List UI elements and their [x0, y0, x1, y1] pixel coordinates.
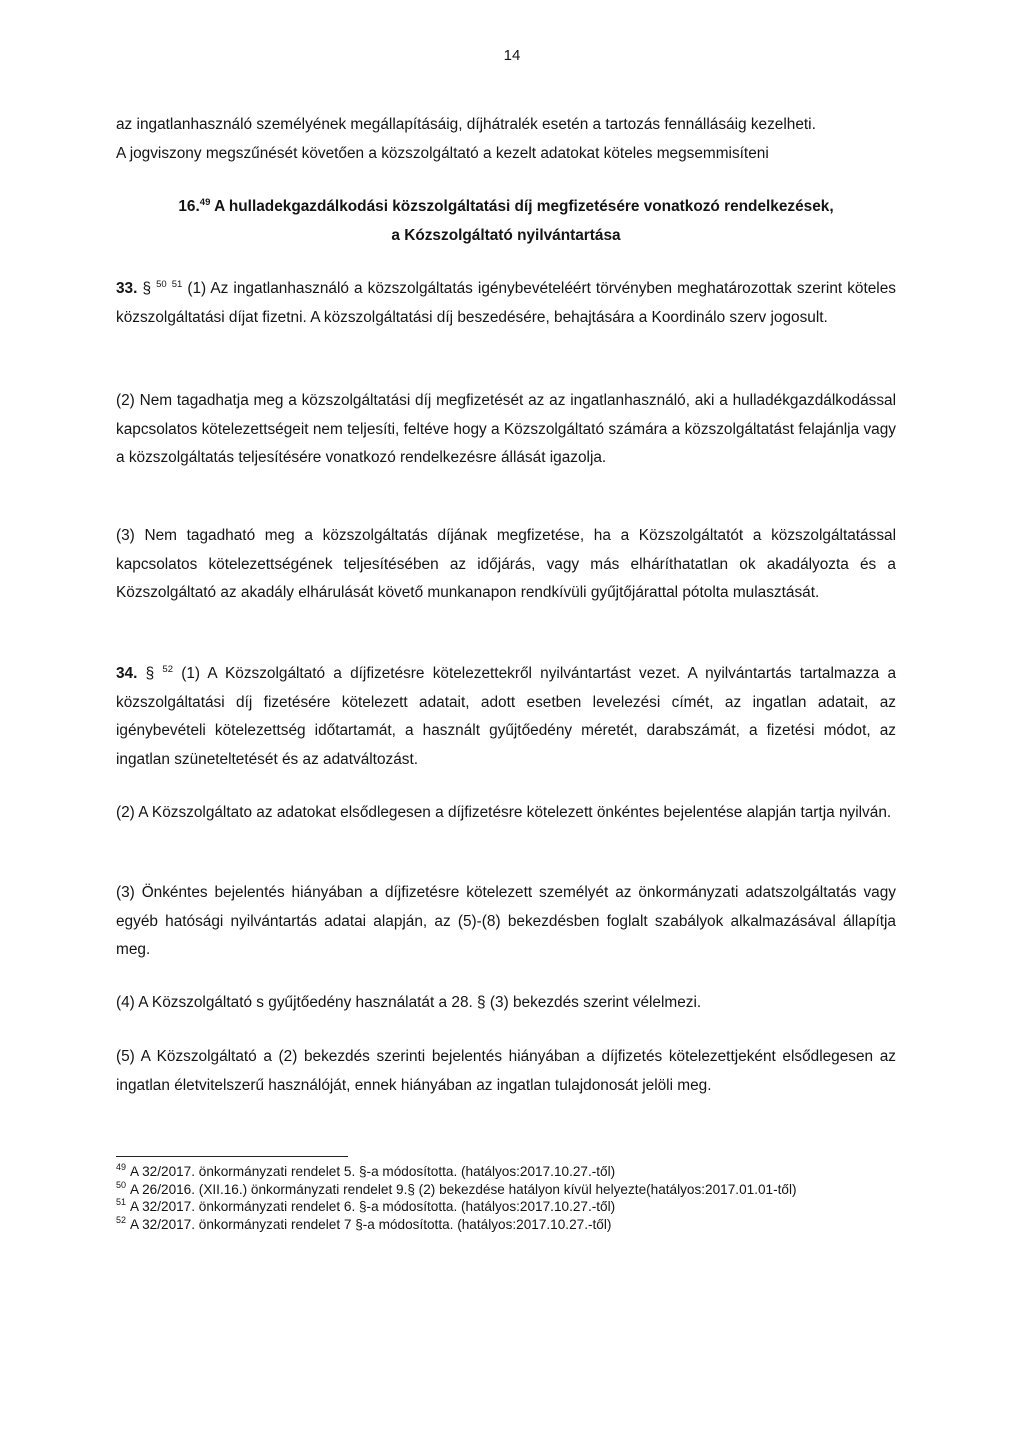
footnote-item — [116, 1181, 896, 1199]
section-33-paragraph-1 — [116, 275, 896, 332]
footnote-number: 49 — [116, 1162, 127, 1173]
heading-title-line-2: a Kózszolgáltató nyilvántartása — [391, 227, 621, 244]
heading-number: 16. — [178, 198, 200, 215]
footnote-ref-51: 51 — [171, 278, 183, 290]
footnote-ref-49: 49 — [199, 196, 211, 208]
section-34-paragraph-5: (5) A Közszolgáltató a (2) bekezdés szerinti bejelentés hiányában a díjfizetés kötelezettjeként elsődlegesen az ingatlan életvitelszerű használóját, ennek hiányában az ingatlan tulajdonosát jelöli meg. — [116, 1048, 896, 1094]
section-symbol: § — [145, 665, 155, 682]
footnote-text: A 32/2017. önkormányzati rendelet 5. §-a módosította. (hatályos:2017.10.27.-től) — [130, 1164, 616, 1179]
section-33-paragraph-2: (2) Nem tagadhatja meg a közszolgáltatási díj megfizetését az az ingatlanhasználó, aki a hulladékgazdálkodással kapcsolatos kötelezettségeit nem teljesíti, feltéve hogy a Közszolgáltató számára a közszolgáltatást felajánlja vagy a közszolgáltatás teljesítésére vonatkozó rendelkezésre állását igazolja. — [116, 392, 896, 466]
footnote-text: A 26/2016. (XII.16.) önkormányzati rendelet 9.§ (2) bekezdése hatályon kívül helyezte(hatályos:2017.01.01-től) — [130, 1181, 797, 1197]
section-34-paragraph-2: (2) A Közszolgáltato az adatokat elsődlegesen a díjfizetésre kötelezett önkéntes bejelentése alapján tartja nyilván. — [116, 804, 892, 821]
intro-paragraph — [116, 111, 896, 168]
footnote-number: 51 — [116, 1197, 127, 1208]
footnote-divider — [116, 1156, 348, 1157]
section-34-number: 34. — [116, 665, 138, 682]
section-34-p1-text: (1) A Közszolgáltató a díjfizetésre kötelezettekről nyilvántartást vezet. A nyilvántartás tartalmazza a közszolgáltatási díj fizetésére kötelezett adatait, adott esetben levelezési címét, az ingatlan adatait, az igénybevételi kötelezettség időtartamát, a használt gyűjtőedény méretét, darabszámát, a fizetési módot, az ingatlan szüneteltetését és az adatváltozást. — [116, 665, 897, 768]
footnote-number: 52 — [116, 1214, 127, 1225]
intro-line-1: az ingatlanhasználó személyének megállapításáig, díjhátralék esetén a tartozás fennállásáig kezelheti. — [116, 116, 816, 133]
footnote-ref-50: 50 — [156, 278, 167, 290]
section-34-paragraph-1 — [116, 660, 896, 774]
footnote-item — [116, 1163, 896, 1181]
footnote-item — [116, 1198, 896, 1216]
footnote-text: A 32/2017. önkormányzati rendelet 6. §-a módosította. (hatályos:2017.10.27.-től) — [130, 1199, 616, 1214]
footnotes — [116, 1163, 896, 1233]
section-34-paragraph-3: (3) Önkéntes bejelentés hiányában a díjfizetésre kötelezett személyét az önkormányzati adatszolgáltatás vagy egyéb hatósági nyilvántartás adatai alapján, az (5)-(8) bekezdésben foglalt szabályok alkalmazásával állapítja meg. — [116, 884, 896, 958]
section-heading — [116, 192, 896, 250]
section-symbol: § — [142, 280, 152, 297]
footnote-text: A 32/2017. önkormányzati rendelet 7 §-a módosította. (hatályos:2017.10.27.-től) — [130, 1216, 612, 1232]
section-33-paragraph-3: (3) Nem tagadható meg a közszolgáltatás díjának megfizetése, ha a Közszolgáltatót a közszolgáltatással kapcsolatos kötelezettségének teljesítésében az időjárás, vagy más elháríthatatlan ok akadályozta és a Közszolgáltató az akadály elhárulását követő munkanapon rendkívüli gyűjtőjárattal pótolta mulasztását. — [116, 527, 896, 601]
footnote-ref-52: 52 — [162, 663, 173, 675]
intro-line-2: A jogviszony megszűnését követően a közszolgáltató a kezelt adatokat köteles megsemmisíteni — [116, 144, 769, 162]
heading-title-line-1: A hulladekgazdálkodási közszolgáltatási díj megfizetésére vonatkozó rendelkezések, — [210, 198, 834, 215]
section-33-number: 33. — [116, 280, 138, 297]
footnote-item — [116, 1216, 896, 1234]
heading-line-1 — [116, 192, 896, 221]
footnote-number: 50 — [116, 1179, 127, 1190]
section-34-paragraph-4: (4) A Közszolgáltató s gyűjtőedény használatát a 28. § (3) bekezdés szerint vélelmezi. — [116, 994, 702, 1011]
page-number: 14 — [503, 47, 521, 64]
section-33-p1-text: (1) Az ingatlanhasználó a közszolgáltatás igénybevételéért törvényben meghatározottak szerint köteles közszolgáltatási díjat fizetni. A közszolgáltatási díj beszedésére, behajtására a Koordinálo szerv jogosult. — [116, 280, 896, 326]
